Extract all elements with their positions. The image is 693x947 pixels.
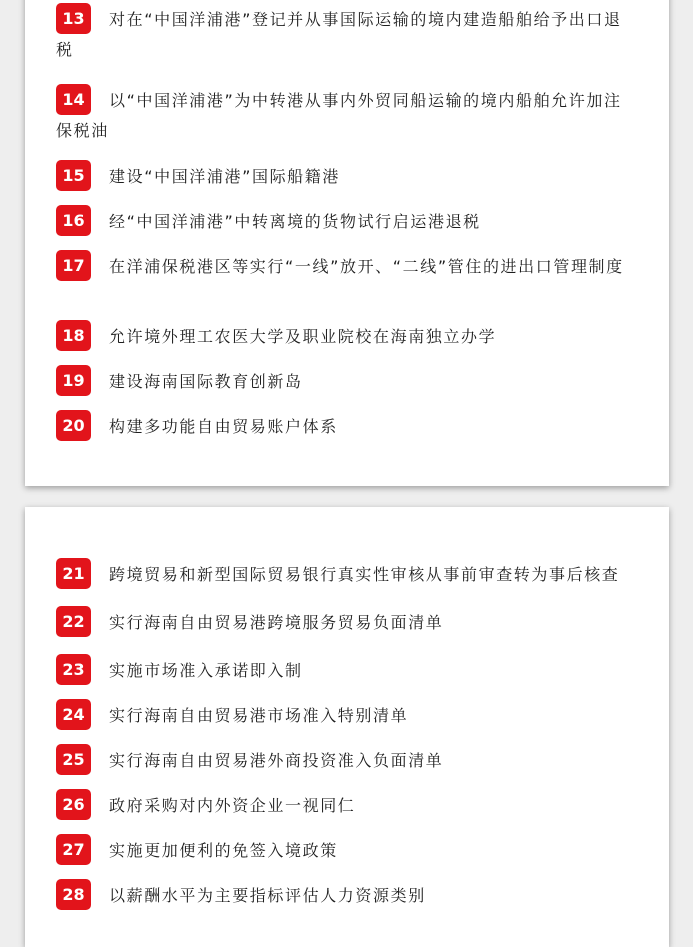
policy-item — [56, 881, 638, 912]
policy-item — [56, 412, 638, 443]
item-text: 实施更加便利的免签入境政策 — [109, 841, 338, 860]
item-number-badge: 15 — [56, 160, 91, 191]
policy-item — [56, 162, 638, 193]
item-text: 经“中国洋浦港”中转离境的货物试行启运港退税 — [109, 212, 481, 231]
item-text: 允许境外理工农医大学及职业院校在海南独立办学 — [109, 327, 497, 346]
item-text: 实行海南自由贸易港外商投资准入负面清单 — [109, 751, 444, 770]
item-number-badge: 16 — [56, 205, 91, 236]
policy-item — [56, 86, 638, 145]
item-number-badge: 23 — [56, 654, 91, 685]
item-number-badge: 28 — [56, 879, 91, 910]
item-number-badge: 25 — [56, 744, 91, 775]
item-text: 对在“中国洋浦港”登记并从事国际运输的境内建造船舶给予出口退税 — [56, 10, 622, 59]
item-text: 实行海南自由贸易港市场准入特别清单 — [109, 706, 409, 725]
item-text: 建设“中国洋浦港”国际船籍港 — [109, 167, 340, 186]
item-text: 建设海南国际教育创新岛 — [109, 372, 303, 391]
policy-item — [56, 367, 638, 398]
policy-item — [56, 701, 638, 732]
policy-item — [56, 791, 638, 822]
item-number-badge: 20 — [56, 410, 91, 441]
item-text: 以“中国洋浦港”为中转港从事内外贸同船运输的境内船舶允许加注保税油 — [56, 91, 622, 140]
policy-card-2 — [25, 507, 669, 947]
item-text: 构建多功能自由贸易账户体系 — [109, 417, 338, 436]
item-number-badge: 13 — [56, 3, 91, 34]
policy-item — [56, 207, 638, 238]
item-number-badge: 14 — [56, 84, 91, 115]
item-text: 在洋浦保税港区等实行“一线”放开、“二线”管住的进出口管理制度 — [109, 257, 624, 276]
item-number-badge: 21 — [56, 558, 91, 589]
item-text: 实行海南自由贸易港跨境服务贸易负面清单 — [109, 613, 444, 632]
item-number-badge: 19 — [56, 365, 91, 396]
policy-item — [56, 608, 638, 639]
policy-item — [56, 5, 638, 64]
item-text: 跨境贸易和新型国际贸易银行真实性审核从事前审查转为事后核查 — [109, 565, 620, 584]
item-text: 以薪酬水平为主要指标评估人力资源类别 — [109, 886, 426, 905]
policy-item — [56, 322, 638, 353]
item-number-badge: 26 — [56, 789, 91, 820]
item-number-badge: 17 — [56, 250, 91, 281]
item-text: 政府采购对内外资企业一视同仁 — [109, 796, 356, 815]
policy-item — [56, 656, 638, 687]
policy-item — [56, 746, 638, 777]
item-number-badge: 24 — [56, 699, 91, 730]
item-number-badge: 27 — [56, 834, 91, 865]
policy-item — [56, 252, 638, 283]
item-number-badge: 22 — [56, 606, 91, 637]
item-text: 实施市场准入承诺即入制 — [109, 661, 303, 680]
policy-card-1 — [25, 0, 669, 486]
policy-item — [56, 560, 638, 591]
item-number-badge: 18 — [56, 320, 91, 351]
policy-item — [56, 836, 638, 867]
